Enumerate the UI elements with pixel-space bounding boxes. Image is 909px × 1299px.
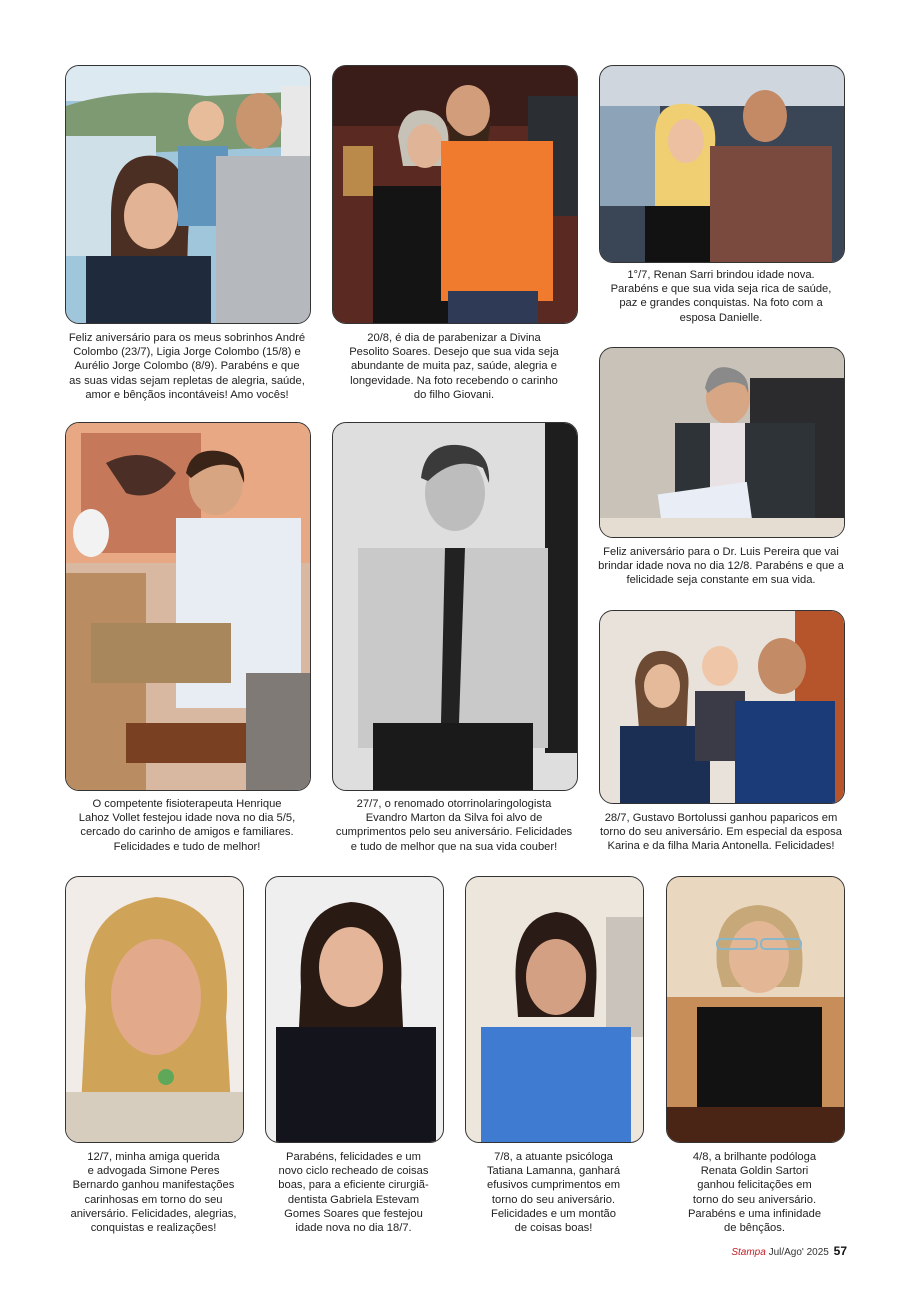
caption-divina: 20/8, é dia de parabenizar a Divina Pesolito Soares. Desejo que sua vida seja abundante de muita paz, saúde, alegria e longevidade. Na foto recebendo o carinho do filho Giovani. [349, 332, 559, 401]
caption-henrique: O competente fisioterapeuta Henrique Lahoz Vollet festejou idade nova no dia 5/5, cercado do carinho de amigos e familiares. Felicidades e tudo de melhor! [78, 798, 296, 853]
caption-colombo: Feliz aniversário para os meus sobrinhos André Colombo (23/7), Ligia Jorge Colombo (15/8) e Aurélio Jorge Colombo (8/9). Parabéns e que as suas vidas sejam repletas de alegria, saúde, amor e bênçãos incontáveis! Amo vocês! [68, 332, 306, 401]
caption-tatiana: 7/8, a atuante psicóloga Tatiana Lamanna, ganhará efusivos cumprimentos em torno do seu aniversário. Felicidades e um montão de coisas boas! [486, 1151, 621, 1235]
caption-renan: 1°/7, Renan Sarri brindou idade nova. Parabéns e que sua vida seja rica de saúde, paz e grandes conquistas. Na foto com a esposa Danielle. [610, 269, 832, 324]
page-footer [731, 1244, 847, 1258]
caption-simone: 12/7, minha amiga querida e advogada Simone Peres Bernardo ganhou manifestações carinhosas em torno do seu aniversário. Felicidades, alegrias, conquistas e realizações! [70, 1151, 237, 1235]
photo-evandro [332, 422, 578, 791]
photo-gustavo-family [599, 610, 845, 804]
magazine-brand: Stampa [731, 1247, 766, 1258]
photo-renata [666, 876, 845, 1143]
caption-luis: Feliz aniversário para o Dr. Luis Pereira que vai brindar idade nova no dia 12/8. Parabéns e que a felicidade seja constante em sua vida. [598, 546, 844, 587]
photo-gabriela [265, 876, 444, 1143]
photo-simone [65, 876, 244, 1143]
photo-henrique [65, 422, 311, 791]
photo-renan-danielle [599, 65, 845, 263]
photo-colombo-family [65, 65, 311, 324]
caption-gabriela: Parabéns, felicidades e um novo ciclo recheado de coisas boas, para a eficiente cirurgiã- dentista Gabriela Estevam Gomes Soares que festejou idade nova no dia 18/7. [278, 1151, 429, 1235]
caption-evandro: 27/7, o renomado otorrinolaringologista Evandro Marton da Silva foi alvo de cumprimentos pelo seu aniversário. Felicidades e tudo de melhor que na sua vida couber! [335, 798, 573, 853]
caption-renata: 4/8, a brilhante podóloga Renata Goldin Sartori ganhou felicitações em torno do seu aniversário. Parabéns e uma infinidade de bênçãos. [687, 1151, 822, 1235]
photo-divina-giovani [332, 65, 578, 324]
photo-luis-pereira [599, 347, 845, 538]
photo-tatiana [465, 876, 644, 1143]
caption-gustavo: 28/7, Gustavo Bortolussi ganhou paparicos em torno do seu aniversário. Em especial da esposa Karina e da filha Maria Antonella. Felicidades! [600, 812, 842, 853]
issue-date: Jul/Ago' 2025 [768, 1247, 829, 1258]
page-number: 57 [833, 1244, 847, 1258]
